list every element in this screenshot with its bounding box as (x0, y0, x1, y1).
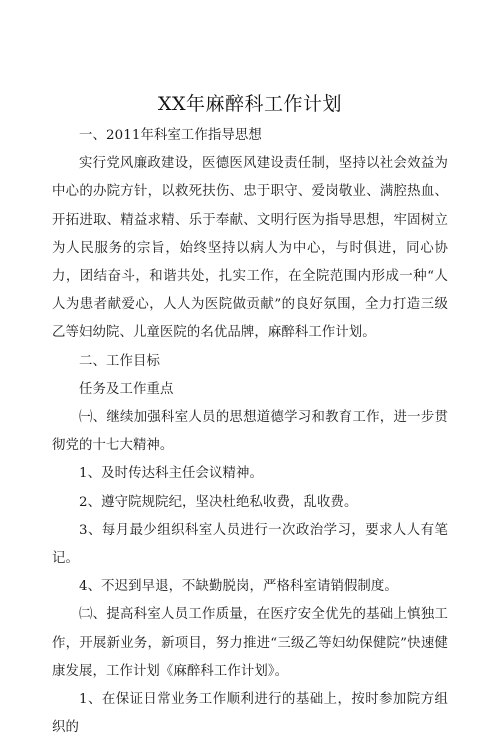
list-item: 2、遵守院规院纪，坚决杜绝私收费，乱收费。 (79, 494, 358, 510)
list-item: 4、不迟到早退，不缺勤脱岗，严格科室请销假制度。 (79, 579, 398, 595)
list-item: 1、在保证日常业务工作顺利进行的基础上，按时参加院方组织的 (52, 692, 448, 736)
paragraph-item-1: ㈠、继续加强科室人员的思想道德学习和教育工作，进一步贯彻党的十七大精神。 (52, 410, 448, 454)
list-item: 3、每月最少组织科室人员进行一次政治学习，要求人人有笔记。 (52, 522, 448, 567)
section-heading-1: 一、2011年科室工作指导思想 (79, 128, 262, 143)
list-item: 1、及时传达科主任会议精神。 (79, 466, 263, 482)
paragraph-guiding-ideology: 实行党风廉政建设，医德医风建设责任制，坚持以社会效益为中心的办院方针，以救死扶伤、忠于职守、爱岗敬业、满腔热血、开拓进取、精益求精、乐于奉献、文明行医为指导思想，牢固树立为人民服务的宗旨，始终坚持以病人为中心，与时俱进，同心协力，团结奋斗，和谐共处，扎实工作，在全院范围内形成一种“人人为患者献爱心，人人为医院做贡献”的良好氛围，全力打造三级乙等妇幼院、儿童医院的名优品牌，麻醉科工作计划。 (52, 156, 448, 341)
paragraph-item-2: ㈡、提高科室人员工作质量，在医疗安全优先的基础上慎独工作，开展新业务，新项目，努力推进“三级乙等妇幼保健院”快速健康发展，工作计划《麻醉科工作计划》。 (52, 607, 448, 679)
document-title: XX年麻醉科工作计划 (157, 93, 343, 115)
subheading-tasks: 任务及工作重点 (79, 381, 174, 397)
section-heading-2: 二、工作目标 (79, 353, 160, 369)
